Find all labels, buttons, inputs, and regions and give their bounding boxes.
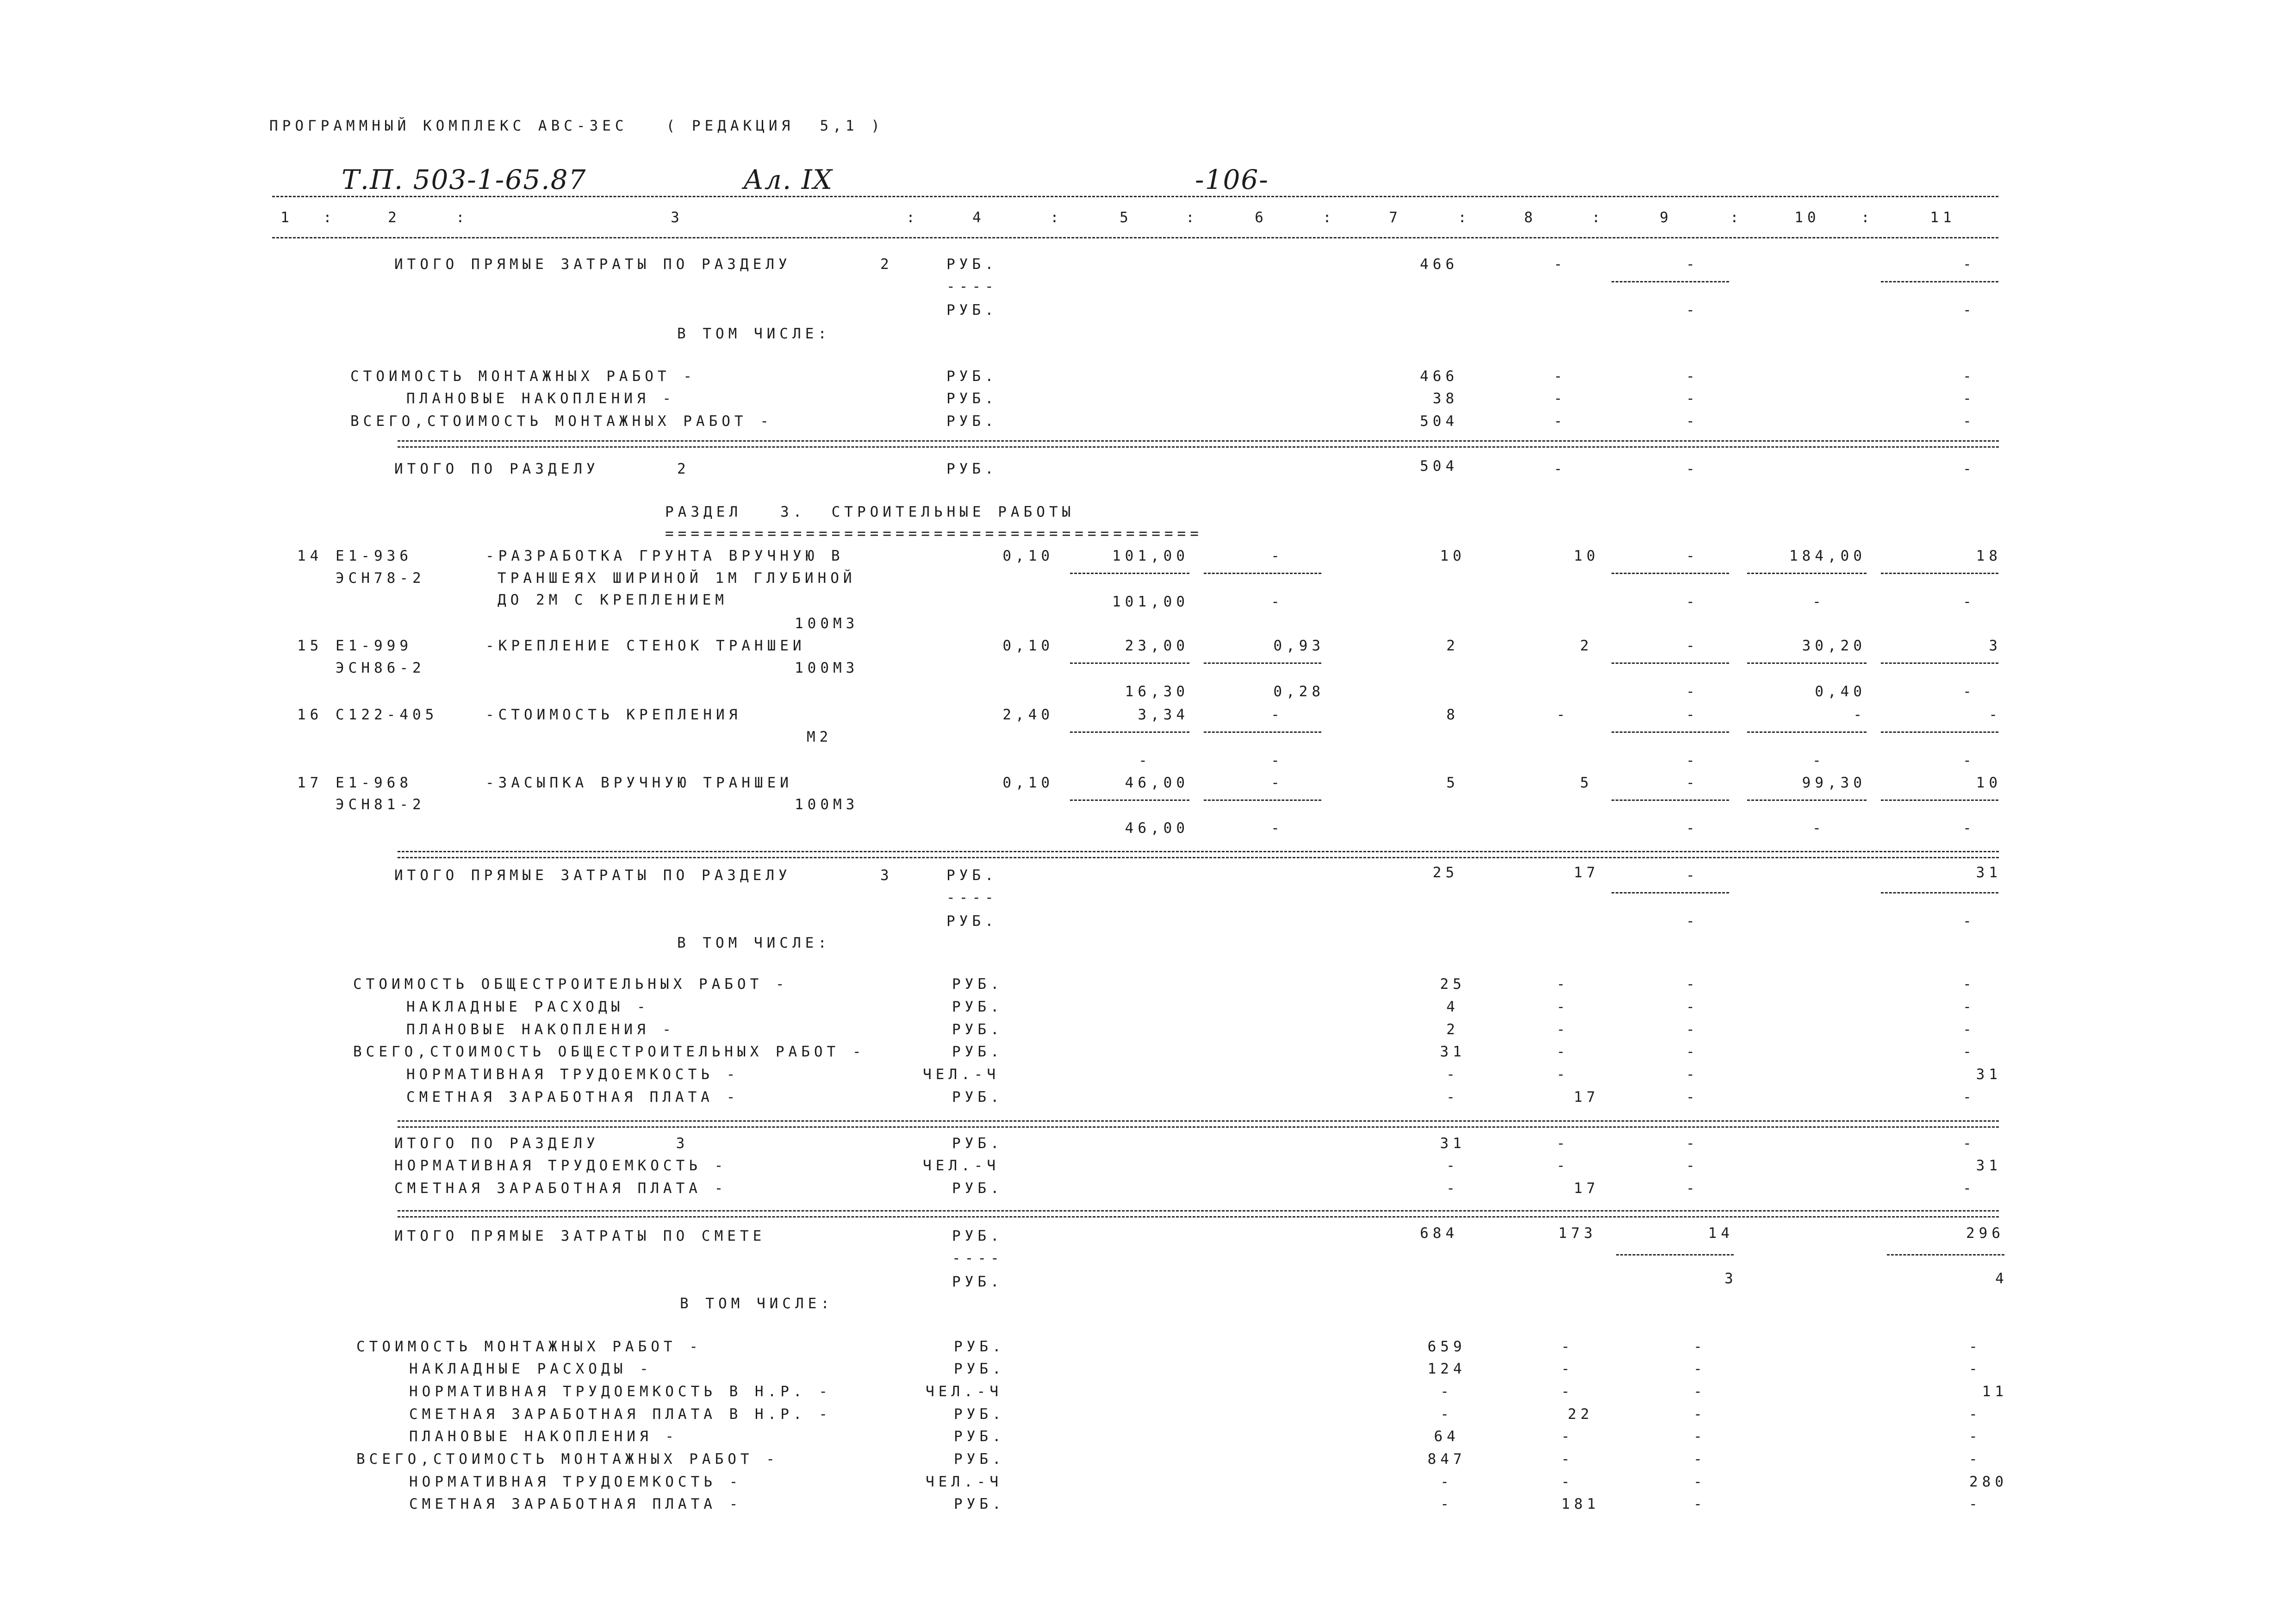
estimate-row-label: НОРМАТИВНАЯ ТРУДОЕМКОСТЬ В Н.Р. - bbox=[409, 1383, 832, 1400]
unit: РУБ. bbox=[946, 368, 998, 385]
item-sub-rule bbox=[1070, 800, 1189, 801]
value-col11: - bbox=[1963, 1135, 1976, 1152]
item-number: 14 bbox=[297, 548, 323, 564]
value-col7: 38 bbox=[1432, 390, 1458, 407]
value-col8: - bbox=[1561, 1474, 1574, 1490]
section-rule bbox=[398, 857, 1999, 858]
unit: РУБ. bbox=[952, 1089, 1003, 1106]
item-sub-rule bbox=[1612, 731, 1729, 733]
item-col6: - bbox=[1271, 548, 1284, 564]
column-number-5: 3 bbox=[671, 209, 684, 226]
value-col9: - bbox=[1686, 256, 1699, 273]
value-col7: - bbox=[1446, 1180, 1459, 1197]
item-col10: 99,30 bbox=[1802, 775, 1866, 791]
value-col11: - bbox=[1963, 390, 1976, 407]
summary-row-label: НАКЛАДНЫЕ РАСХОДЫ - bbox=[406, 999, 650, 1015]
program-header: ПРОГРАММНЫЙ КОМПЛЕКС АВС-ЗЕС ( РЕДАКЦИЯ 5,1 ) bbox=[269, 118, 884, 134]
value-col9: - bbox=[1686, 1135, 1699, 1152]
item-col7: 5 bbox=[1446, 775, 1459, 791]
item-sub-rule bbox=[1881, 731, 1998, 733]
section3-number: 3 bbox=[880, 867, 893, 884]
item-description: -РАЗРАБОТКА ГРУНТА ВРУЧНУЮ В bbox=[485, 548, 844, 564]
unit-dash: ---- bbox=[946, 889, 998, 906]
summary-row-label: НОРМАТИВНАЯ ТРУДОЕМКОСТЬ - bbox=[406, 1066, 740, 1083]
item-sub-rule bbox=[1747, 800, 1867, 801]
item-col6: - bbox=[1271, 775, 1284, 791]
value-col8: - bbox=[1561, 1338, 1574, 1355]
value-col11: - bbox=[1969, 1338, 1982, 1355]
item-sub-rule bbox=[1747, 573, 1867, 574]
item-col9-secondary: - bbox=[1686, 752, 1699, 769]
value-col9: - bbox=[1686, 1021, 1699, 1038]
value-col11: - bbox=[1963, 256, 1976, 273]
item-sub-rule bbox=[1881, 573, 1998, 574]
value-col9: - bbox=[1686, 368, 1699, 385]
section3-total-row-label: СМЕТНАЯ ЗАРАБОТНАЯ ПЛАТА - bbox=[394, 1180, 728, 1197]
section-rule bbox=[398, 1210, 1999, 1212]
item-col7: 2 bbox=[1446, 637, 1459, 654]
item-description: -КРЕПЛЕНИЕ СТЕНОК ТРАНШЕИ bbox=[485, 637, 806, 654]
item-col6: - bbox=[1271, 706, 1284, 723]
value-col8: - bbox=[1561, 1361, 1574, 1377]
item-col10: 184,00 bbox=[1789, 548, 1866, 564]
value-col11: - bbox=[1963, 461, 1976, 477]
value-col11: 31 bbox=[1976, 864, 2002, 881]
item-number: 17 bbox=[297, 775, 323, 791]
item-sub-rule bbox=[1612, 800, 1729, 801]
value-col8: 17 bbox=[1574, 1089, 1599, 1106]
item-col9: - bbox=[1686, 706, 1699, 723]
item-sub-rule bbox=[1070, 662, 1189, 664]
value-col7: - bbox=[1440, 1474, 1453, 1490]
column-number-20: : bbox=[1861, 209, 1874, 226]
item-col11: - bbox=[1989, 706, 2002, 723]
item-col11-secondary: - bbox=[1963, 593, 1976, 610]
estimate-direct-total-label: ИТОГО ПРЯМЫЕ ЗАТРАТЫ ПО СМЕТЕ bbox=[394, 1228, 766, 1244]
unit: ЧЕЛ.-Ч bbox=[926, 1474, 1002, 1490]
value-col11: 31 bbox=[1976, 1066, 2002, 1083]
value-col9: - bbox=[1686, 390, 1699, 407]
unit: ЧЕЛ.-Ч bbox=[926, 1383, 1002, 1400]
column-number-16: : bbox=[1592, 209, 1605, 226]
item-col5: 3,34 bbox=[1138, 706, 1189, 723]
item-sub-rule bbox=[1204, 573, 1321, 574]
value-col8: - bbox=[1554, 368, 1567, 385]
item-code: Е1-999 bbox=[336, 637, 412, 654]
value-col8: - bbox=[1554, 390, 1567, 407]
value-col7: 31 bbox=[1440, 1135, 1466, 1152]
estimate-row-label: НОРМАТИВНАЯ ТРУДОЕМКОСТЬ - bbox=[409, 1474, 742, 1490]
value-col9: 3 bbox=[1724, 1270, 1737, 1287]
item-col8: 2 bbox=[1580, 637, 1593, 654]
item-sub-rule bbox=[1881, 662, 1998, 664]
section3-total-row-label: ИТОГО ПО РАЗДЕЛУ 3 bbox=[394, 1135, 689, 1152]
value-col11: - bbox=[1963, 368, 1976, 385]
sub-rule bbox=[1612, 892, 1729, 893]
unit: РУБ. bbox=[954, 1428, 1005, 1445]
sub-rule bbox=[1887, 1254, 2004, 1255]
item-col5: 101,00 bbox=[1112, 548, 1189, 564]
unit: РУБ. bbox=[954, 1451, 1005, 1468]
column-number-3: 2 bbox=[388, 209, 401, 226]
column-number-12: : bbox=[1323, 209, 1336, 226]
item-col5-secondary: 101,00 bbox=[1112, 593, 1189, 610]
page-number: -106- bbox=[1195, 164, 1269, 195]
item-col9: - bbox=[1686, 548, 1699, 564]
item-col5-secondary: - bbox=[1139, 752, 1151, 769]
unit: РУБ. bbox=[952, 1135, 1003, 1152]
value-col11: - bbox=[1969, 1451, 1982, 1468]
value-col9: - bbox=[1693, 1428, 1706, 1445]
section2-number: 2 bbox=[677, 461, 690, 477]
column-number-9: 5 bbox=[1120, 209, 1132, 226]
value-col9: - bbox=[1686, 413, 1699, 430]
value-col9: - bbox=[1693, 1496, 1706, 1512]
column-number-7: 4 bbox=[972, 209, 985, 226]
unit: РУБ. bbox=[952, 1043, 1003, 1060]
value-col11: - bbox=[1963, 302, 1976, 319]
value-col9: 14 bbox=[1708, 1225, 1734, 1242]
value-col9: - bbox=[1693, 1474, 1706, 1490]
value-col9: - bbox=[1686, 461, 1699, 477]
section2-total-label: ИТОГО ПО РАЗДЕЛУ bbox=[394, 461, 599, 477]
item-col10-secondary: 0,40 bbox=[1815, 683, 1866, 700]
document-code: Т.П. 503-1-65.87 bbox=[342, 164, 587, 195]
estimate-row-label: НАКЛАДНЫЕ РАСХОДЫ - bbox=[409, 1361, 653, 1377]
value-col7: - bbox=[1446, 1066, 1459, 1083]
item-col10-secondary: - bbox=[1812, 820, 1825, 837]
value-col9: - bbox=[1693, 1406, 1706, 1423]
item-measure: М2 bbox=[807, 729, 833, 745]
value-col7: 31 bbox=[1440, 1043, 1466, 1060]
value-col8: - bbox=[1554, 461, 1567, 477]
value-col11: - bbox=[1963, 1180, 1976, 1197]
item-col8: 10 bbox=[1574, 548, 1599, 564]
item-code: С122-405 bbox=[336, 706, 438, 723]
estimate-row-label: СМЕТНАЯ ЗАРАБОТНАЯ ПЛАТА В Н.Р. - bbox=[409, 1406, 832, 1423]
unit: РУБ. bbox=[954, 1361, 1005, 1377]
section-rule bbox=[398, 440, 1999, 442]
estimate-row-label: СМЕТНАЯ ЗАРАБОТНАЯ ПЛАТА - bbox=[409, 1496, 742, 1512]
column-number-2: : bbox=[323, 209, 336, 226]
value-col7: 64 bbox=[1434, 1428, 1460, 1445]
value-col11: - bbox=[1969, 1428, 1982, 1445]
value-col11: - bbox=[1969, 1361, 1982, 1377]
value-col8: - bbox=[1556, 1043, 1569, 1060]
item-sub-rule bbox=[1747, 662, 1867, 664]
value-col11: 280 bbox=[1969, 1474, 2008, 1490]
item-col5: 46,00 bbox=[1125, 775, 1189, 791]
item-col9-secondary: - bbox=[1686, 593, 1699, 610]
item-measure: 100М3 bbox=[795, 796, 859, 813]
value-col7: 466 bbox=[1420, 256, 1458, 273]
value-col11: 31 bbox=[1976, 1157, 2002, 1174]
value-col7: 124 bbox=[1427, 1361, 1466, 1377]
unit: РУБ. bbox=[952, 1180, 1003, 1197]
including-heading: В ТОМ ЧИСЛЕ: bbox=[680, 1295, 834, 1312]
value-col11: - bbox=[1963, 1089, 1976, 1106]
summary-row-label: ПЛАНОВЫЕ НАКОПЛЕНИЯ - bbox=[406, 390, 675, 407]
value-col8: - bbox=[1561, 1451, 1574, 1468]
value-col8: - bbox=[1554, 256, 1567, 273]
item-quantity: 0,10 bbox=[1002, 548, 1054, 564]
value-col9: - bbox=[1693, 1383, 1706, 1400]
unit: РУБ. bbox=[952, 1021, 1003, 1038]
unit: РУБ. bbox=[946, 390, 998, 407]
estimate-row-label: СТОИМОСТЬ МОНТАЖНЫХ РАБОТ - bbox=[356, 1338, 702, 1355]
value-col9: - bbox=[1693, 1338, 1706, 1355]
value-col11: - bbox=[1963, 1021, 1976, 1038]
item-col5-secondary: 16,30 bbox=[1125, 683, 1189, 700]
summary-row-label: СТОИМОСТЬ ОБЩЕСТРОИТЕЛЬНЫХ РАБОТ - bbox=[353, 976, 789, 993]
section3-direct-total-label: ИТОГО ПРЯМЫЕ ЗАТРАТЫ ПО РАЗДЕЛУ bbox=[394, 867, 791, 884]
column-number-14: : bbox=[1458, 209, 1471, 226]
item-description: -СТОИМОСТЬ КРЕПЛЕНИЯ bbox=[485, 706, 742, 723]
value-col8: - bbox=[1561, 1383, 1574, 1400]
section-rule bbox=[398, 1216, 1999, 1218]
item-sub-rule bbox=[1881, 800, 1998, 801]
item-code-secondary: ЭСН86-2 bbox=[336, 660, 425, 676]
column-number-19: 10 bbox=[1794, 209, 1820, 226]
value-col9: - bbox=[1686, 1089, 1699, 1106]
value-col7: 25 bbox=[1440, 976, 1466, 993]
item-col9-secondary: - bbox=[1686, 820, 1699, 837]
value-col11: - bbox=[1969, 1496, 1982, 1512]
value-col8: 22 bbox=[1568, 1406, 1593, 1423]
item-col11: 18 bbox=[1976, 548, 2002, 564]
item-number: 16 bbox=[297, 706, 323, 723]
item-quantity: 2,40 bbox=[1002, 706, 1054, 723]
item-sub-rule bbox=[1070, 731, 1189, 733]
value-col7: - bbox=[1440, 1406, 1453, 1423]
value-col7: - bbox=[1446, 1157, 1459, 1174]
value-col7: 684 bbox=[1420, 1225, 1458, 1242]
unit: РУБ. bbox=[952, 976, 1003, 993]
item-col11-secondary: - bbox=[1963, 752, 1976, 769]
album-number: Ал. IX bbox=[743, 164, 833, 195]
value-col7: 466 bbox=[1420, 368, 1458, 385]
sub-rule bbox=[1612, 281, 1729, 282]
column-number-18: : bbox=[1730, 209, 1743, 226]
item-sub-rule bbox=[1204, 731, 1321, 733]
item-sub-rule bbox=[1612, 573, 1729, 574]
item-description: ДО 2М С КРЕПЛЕНИЕМ bbox=[498, 592, 728, 608]
value-col8: 181 bbox=[1561, 1496, 1600, 1512]
summary-row-label: ПЛАНОВЫЕ НАКОПЛЕНИЯ - bbox=[406, 1021, 675, 1038]
item-col5: 23,00 bbox=[1125, 637, 1189, 654]
section3-total-row-label: НОРМАТИВНАЯ ТРУДОЕМКОСТЬ - bbox=[394, 1157, 728, 1174]
value-col8: - bbox=[1556, 976, 1569, 993]
including-heading: В ТОМ ЧИСЛЕ: bbox=[677, 935, 831, 951]
item-col7: 10 bbox=[1440, 548, 1466, 564]
value-col9: - bbox=[1686, 1157, 1699, 1174]
item-col7: 8 bbox=[1446, 706, 1459, 723]
item-col8: - bbox=[1556, 706, 1569, 723]
column-number-10: : bbox=[1186, 209, 1199, 226]
value-col11: 11 bbox=[1982, 1383, 2008, 1400]
column-number-6: : bbox=[906, 209, 919, 226]
unit: РУБ. bbox=[946, 302, 998, 319]
header-rule-top bbox=[272, 196, 1998, 197]
item-col11: 3 bbox=[1989, 637, 2002, 654]
item-col9-secondary: - bbox=[1686, 683, 1699, 700]
unit: РУБ. bbox=[946, 413, 998, 430]
summary-row-label: СТОИМОСТЬ МОНТАЖНЫХ РАБОТ - bbox=[350, 368, 696, 385]
value-col7: 4 bbox=[1446, 999, 1459, 1015]
item-code: Е1-936 bbox=[336, 548, 412, 564]
section-rule bbox=[398, 851, 1999, 852]
item-description: ТРАНШЕЯХ ШИРИНОЙ 1М ГЛУБИНОЙ bbox=[498, 570, 856, 587]
item-col6-secondary: - bbox=[1271, 752, 1284, 769]
column-number-15: 8 bbox=[1524, 209, 1537, 226]
unit: РУБ. bbox=[946, 867, 998, 884]
item-col10-secondary: - bbox=[1812, 752, 1825, 769]
estimate-row-label: ПЛАНОВЫЕ НАКОПЛЕНИЯ - bbox=[409, 1428, 678, 1445]
summary-row-label: ВСЕГО,СТОИМОСТЬ МОНТАЖНЫХ РАБОТ - bbox=[350, 413, 773, 430]
value-col7: - bbox=[1440, 1383, 1453, 1400]
value-col11: - bbox=[1963, 976, 1976, 993]
unit: РУБ. bbox=[946, 913, 998, 930]
item-code-secondary: ЭСН81-2 bbox=[336, 796, 425, 813]
summary-row-label: СМЕТНАЯ ЗАРАБОТНАЯ ПЛАТА - bbox=[406, 1089, 740, 1106]
section3-title-underline: ========================================== bbox=[665, 525, 1203, 542]
item-col6-secondary: 0,28 bbox=[1273, 683, 1325, 700]
value-col8: 17 bbox=[1574, 864, 1599, 881]
unit-dash: ---- bbox=[952, 1250, 1003, 1267]
unit: РУБ. bbox=[954, 1406, 1005, 1423]
item-col10: 30,20 bbox=[1802, 637, 1866, 654]
column-number-4: : bbox=[456, 209, 469, 226]
item-sub-rule bbox=[1612, 662, 1729, 664]
value-col8: - bbox=[1556, 1021, 1569, 1038]
item-code-secondary: ЭСН78-2 bbox=[336, 570, 425, 587]
value-col7: 2 bbox=[1446, 1021, 1459, 1038]
unit: РУБ. bbox=[946, 256, 998, 273]
value-col9: - bbox=[1686, 999, 1699, 1015]
section-rule bbox=[398, 1120, 1999, 1122]
value-col7: 25 bbox=[1432, 864, 1458, 881]
unit: РУБ. bbox=[946, 461, 998, 477]
value-col8: - bbox=[1556, 1135, 1569, 1152]
column-number-21: 11 bbox=[1930, 209, 1956, 226]
value-col7: 659 bbox=[1427, 1338, 1466, 1355]
item-col11-secondary: - bbox=[1963, 683, 1976, 700]
value-col7: 504 bbox=[1420, 413, 1458, 430]
value-col11: - bbox=[1963, 913, 1976, 930]
estimate-row-label: ВСЕГО,СТОИМОСТЬ МОНТАЖНЫХ РАБОТ - bbox=[356, 1451, 779, 1468]
column-number-13: 7 bbox=[1389, 209, 1402, 226]
value-col11: 4 bbox=[1995, 1270, 2008, 1287]
item-col8: 5 bbox=[1580, 775, 1593, 791]
item-col11-secondary: - bbox=[1963, 820, 1976, 837]
item-quantity: 0,10 bbox=[1002, 637, 1054, 654]
column-number-1: 1 bbox=[280, 209, 293, 226]
value-col7: - bbox=[1440, 1496, 1453, 1512]
sub-rule bbox=[1881, 892, 1998, 893]
header-rule-bottom bbox=[272, 237, 1998, 238]
value-col8: - bbox=[1554, 413, 1567, 430]
item-measure: 100М3 bbox=[795, 660, 859, 676]
unit: ЧЕЛ.-Ч bbox=[923, 1157, 1000, 1174]
unit: РУБ. bbox=[952, 1228, 1003, 1244]
value-col8: - bbox=[1556, 999, 1569, 1015]
value-col11: - bbox=[1969, 1406, 1982, 1423]
unit: РУБ. bbox=[952, 1274, 1003, 1290]
section2-direct-total-label: ИТОГО ПРЯМЫЕ ЗАТРАТЫ ПО РАЗДЕЛУ bbox=[394, 256, 791, 273]
unit: РУБ. bbox=[952, 999, 1003, 1015]
value-col11: 296 bbox=[1966, 1225, 2004, 1242]
value-col8: 17 bbox=[1574, 1180, 1599, 1197]
item-sub-rule bbox=[1204, 662, 1321, 664]
item-col9: - bbox=[1686, 775, 1699, 791]
value-col11: - bbox=[1963, 413, 1976, 430]
value-col9: - bbox=[1693, 1361, 1706, 1377]
item-col5-secondary: 46,00 bbox=[1125, 820, 1189, 837]
item-number: 15 bbox=[297, 637, 323, 654]
value-col9: - bbox=[1693, 1451, 1706, 1468]
value-col7: - bbox=[1446, 1089, 1459, 1106]
column-number-8: : bbox=[1050, 209, 1063, 226]
value-col9: - bbox=[1686, 976, 1699, 993]
column-number-17: 9 bbox=[1660, 209, 1673, 226]
item-measure: 100М3 bbox=[795, 615, 859, 632]
item-col6: 0,93 bbox=[1273, 637, 1325, 654]
item-code: Е1-968 bbox=[336, 775, 412, 791]
value-col11: - bbox=[1963, 999, 1976, 1015]
item-sub-rule bbox=[1204, 800, 1321, 801]
sub-rule bbox=[1616, 1254, 1734, 1255]
item-description: -ЗАСЫПКА ВРУЧНУЮ ТРАНШЕИ bbox=[485, 775, 793, 791]
value-col8: - bbox=[1556, 1066, 1569, 1083]
item-col9: - bbox=[1686, 637, 1699, 654]
section2-number: 2 bbox=[880, 256, 893, 273]
value-col9: - bbox=[1686, 1043, 1699, 1060]
unit-dash: ---- bbox=[946, 278, 998, 295]
value-col9: - bbox=[1686, 302, 1699, 319]
item-sub-rule bbox=[1747, 731, 1867, 733]
value-col9: - bbox=[1686, 1066, 1699, 1083]
section-rule bbox=[398, 1126, 1999, 1128]
summary-row-label: ВСЕГО,СТОИМОСТЬ ОБЩЕСТРОИТЕЛЬНЫХ РАБОТ - bbox=[353, 1043, 865, 1060]
sub-rule bbox=[1881, 281, 1998, 282]
item-col10: - bbox=[1853, 706, 1866, 723]
unit: РУБ. bbox=[954, 1496, 1005, 1512]
item-col11: 10 bbox=[1976, 775, 2002, 791]
unit: РУБ. bbox=[954, 1338, 1005, 1355]
value-col9: - bbox=[1686, 1180, 1699, 1197]
item-col6-secondary: - bbox=[1271, 593, 1284, 610]
value-col8: - bbox=[1561, 1428, 1574, 1445]
item-sub-rule bbox=[1070, 573, 1189, 574]
value-col8: 173 bbox=[1558, 1225, 1597, 1242]
item-quantity: 0,10 bbox=[1002, 775, 1054, 791]
section-rule bbox=[398, 446, 1999, 448]
item-col6-secondary: - bbox=[1271, 820, 1284, 837]
value-col8: - bbox=[1556, 1157, 1569, 1174]
value-col11: - bbox=[1963, 1043, 1976, 1060]
value-col7: 504 bbox=[1420, 458, 1458, 475]
value-col7: 847 bbox=[1427, 1451, 1466, 1468]
including-heading: В ТОМ ЧИСЛЕ: bbox=[677, 325, 831, 342]
section3-title: РАЗДЕЛ 3. СТРОИТЕЛЬНЫЕ РАБОТЫ bbox=[665, 504, 1075, 520]
value-col9: - bbox=[1686, 913, 1699, 930]
value-col9: - bbox=[1686, 867, 1699, 884]
unit: ЧЕЛ.-Ч bbox=[923, 1066, 1000, 1083]
column-number-11: 6 bbox=[1255, 209, 1268, 226]
item-col10-secondary: - bbox=[1812, 593, 1825, 610]
